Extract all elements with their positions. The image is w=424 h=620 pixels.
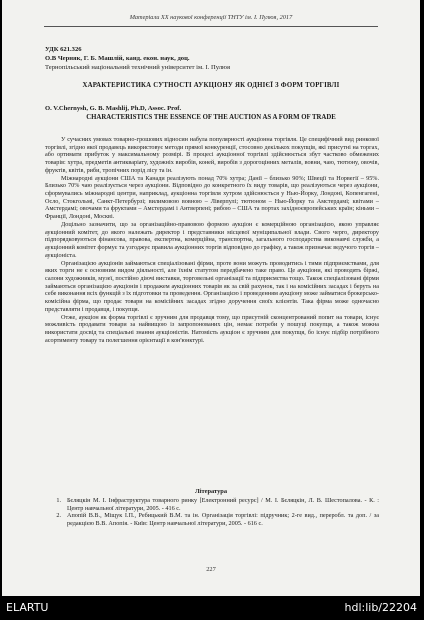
paragraph: Організацією аукціонів займаються спеціалізовані фірми, проте вони можуть проводитись і тими підприємствами, для яких торги не є основним видом діяльності, але їхнім статутом передбачено таке право. Це аукціони, які проводять біржі, салони художників, музеї, постійно діючі виставки, торговельні організації та підприємства тощо. Також спеціалізовані фірми займаються організацією аукціонів і продажем аукціонних товарів як за свій рахунок, так і на комісійних засадах і беруть на себе виконання всіх функцій з їх підготовки та проведення. Організацією і проведенням аукціону може займатися брокерсько-комісійна фірма, що продає товари на комісійних засадах згідно доручення своїх клієнтів. Така фірма може одночасно представляти і продавця, і покупця. bbox=[45, 259, 379, 313]
paragraph: Доцільно зазначити, що за організаційно-правовою формою аукціон є комерційною організацією, якою управляє аукціонний комітет, до якого належать директор і представники місцевої муніципальної влади. Свого черго, директору підпорядковуються фінансова, правова, експертна, комерційна, транспортна, загального господарства виконавчі служби, а аукціонний комітет формує та узгоджує правила аукціонних торгів відповідно до графіку, а також призначає ведучого торгів – аукціоніста. bbox=[45, 220, 379, 259]
references-list bbox=[45, 497, 379, 528]
udc-code: УДК 621.326 bbox=[45, 46, 82, 53]
running-header: Матеріали XX наукової конференції ТНТУ ім. І. Пулюя, 2017 bbox=[129, 14, 293, 21]
authors-en: O. V.Chernysh, G. B. Mashlij, Ph.D, Assoc. Prof. bbox=[45, 105, 182, 112]
document-page bbox=[2, 0, 420, 596]
footer-bar bbox=[0, 596, 424, 620]
reference-number: 2. bbox=[56, 512, 61, 520]
reference-number: 1. bbox=[56, 497, 61, 504]
reference-text: Бєляцкін М. І. Інфраструктура товарного ринку [Електронний ресурс] / М. І. Бєляцкін, Л. В. Шестопалова. - К. : Центр навчальної літератури, 2005. - 416 с. bbox=[67, 497, 379, 512]
repository-name: ELARTU bbox=[6, 601, 49, 614]
paragraph: Міжнародні аукціони США та Канади реалізують понад 70% хутра; Данії – близько 90%; Швеції та Норвегії – 95%. Близько 70% чаю реалізується через аукціони. Відповідно до конкретного їх виду товарів, що реалізуються через аукціони, сформувались міжнародні центри, наприклад, аукціонна торгівля хутром здійснюється у Нью-Йорку, Лондоні, Копенгагені, Осло, Стокгольмі, Санкт-Петербурзі; вилимовою вовною – Ліверпулі; тютюном – Нью-Йорку та Амстердамі; квітами – Амстердамі; овочами та фруктами – Амстердамі і Антверпені; рибою – США та портах західноєвропейських країн; кіньми – Франції, Лондоні, Москві. bbox=[45, 174, 379, 221]
references-title: Література bbox=[194, 488, 228, 495]
paragraph: У сучасних умовах товарно-грошових відносин набула популярності аукціонна торгівля. Це специфічний вид ринкової торгівлі, згідно якої продавець використовує методи прямої конкуренції, стосовно декількох покупців, які присутні на торгах, або ортимати прибуток у максимальному розмірі. В процесі аукціонної торгівлі здійснюється збут частково обмежених товарів: хутра, предметів антикваріату, художніх виробів, коней, виробів з дорогоцінних металів, вовни, чаю, тютюну, овочів, фруктів, квітів, риби, тропічних порід лісу та ін. bbox=[45, 136, 379, 174]
article-body bbox=[45, 136, 379, 344]
article-title-en: CHARACTERISTICS THE ESSENCE OF THE AUCTION AS A FORM OF TRADE bbox=[86, 114, 336, 121]
affiliation: Тернопільський національний технічний університет ім. І. Пулюя bbox=[45, 64, 230, 71]
paragraph: Отже, аукціон як форма торгівлі є зручним для продавця тому, що присутній сконцентрований попит на товари, існує можливість продавати товари за найвищою із запропонованих цін, немає потреби у пошуці покупця, а також можна використати досвід та спеціальні знання аукціоністів. Натомість аукціон є зручним для покупця, бо існує підбір потрібного асортименту товару та полегшення орієнтації в кон'юнктурі. bbox=[45, 313, 379, 344]
reference-item bbox=[45, 512, 379, 527]
article-title-uk: ХАРАКТЕРИСТИКА СУТНОСТІ АУКЦІОНУ ЯК ОДНІЄЇ З ФОРМ ТОРГІВЛІ bbox=[82, 82, 340, 89]
reference-text: Апопій В.В., Міщук І.П., Ребицький В.М. та ін. Організація торгівлі: підручник; 2-ге вид., переробл. та доп. / за редакцією В.В. Апопія. - Київ: Центр навчальної літератури, 2005. - 616 с. bbox=[67, 512, 379, 528]
handle-identifier: hdl:lib/22204 bbox=[344, 601, 417, 614]
header-rule bbox=[44, 26, 378, 27]
reference-item bbox=[45, 497, 379, 512]
authors: О.В Черняк, Г. Б. Машлій, канд. екон. наук, доц. bbox=[45, 55, 190, 62]
page-number: 227 bbox=[206, 566, 216, 573]
